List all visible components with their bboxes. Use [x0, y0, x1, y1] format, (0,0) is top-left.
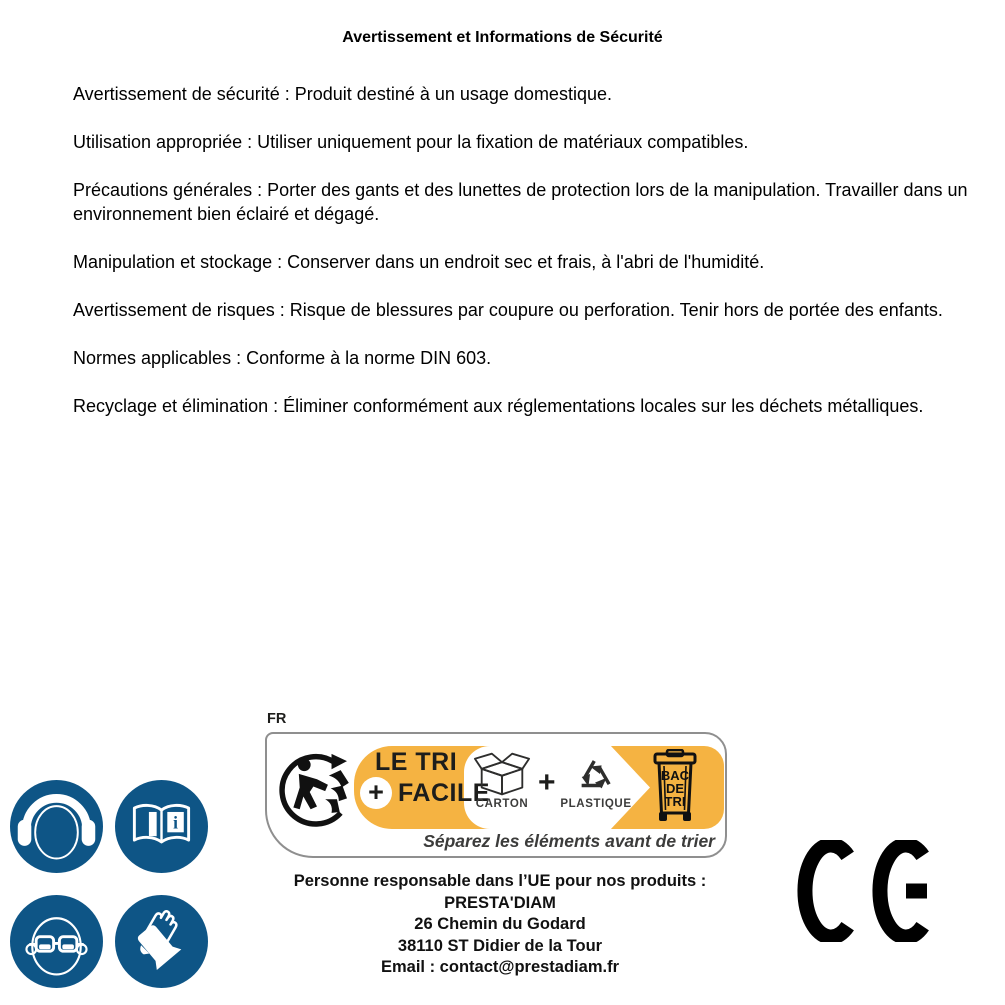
read-manual-icon — [115, 780, 208, 873]
tri-facile-headline-bottom: FACILE — [398, 779, 490, 807]
ce-marking — [796, 840, 946, 942]
materials-plus-sign: + — [538, 766, 556, 799]
address-city: 38110 ST Didier de la Tour — [397, 936, 603, 955]
paragraph-handling-storage: Manipulation et stockage : Conserver dans un endroit sec et frais, à l'abri de l'humidité. — [73, 252, 765, 272]
country-code-label: FR — [267, 711, 287, 727]
paragraph-recycling: Recyclage et élimination : Éliminer conformément aux réglementations locales sur les déchets métalliques. — [73, 396, 924, 416]
sorting-bin-icon — [652, 749, 698, 825]
protective-gloves-icon — [115, 895, 208, 988]
bin-label-line3: TRI — [664, 794, 686, 809]
responsible-person-block — [250, 871, 750, 979]
responsible-person-heading: Personne responsable dans l’UE pour nos produits : — [293, 872, 707, 890]
info-glyph: i — [173, 812, 178, 833]
eye-protection-icon — [10, 895, 103, 988]
safety-pictograms — [10, 780, 208, 988]
company-name: PRESTA'DIAM — [444, 893, 556, 912]
cardboard-box-icon — [471, 752, 533, 796]
safety-text — [73, 82, 970, 442]
paragraph-appropriate-use: Utilisation appropriée : Utiliser uniquement pour la fixation de matériaux compatibles. — [73, 132, 749, 152]
paragraph-risk-warning: Avertissement de risques : Risque de blessures par coupure ou perforation. Tenir hors de portée des enfants. — [73, 300, 943, 320]
info-tri-label — [265, 732, 727, 858]
paragraph-safety-warning: Avertissement de sécurité : Produit destiné à un usage domestique. — [73, 84, 612, 104]
page-title: Avertissement et Informations de Sécurité — [342, 29, 663, 46]
carton-label: CARTON — [475, 798, 529, 810]
paragraph-general-precautions: Précautions générales : Porter des gants et des lunettes de protection lors de la manipulation. Travailler dans un environnement bien éclairé et dégagé. — [73, 180, 968, 224]
ear-protection-icon — [10, 780, 103, 873]
plastique-label: PLASTIQUE — [560, 798, 632, 810]
address-street: 26 Chemin du Godard — [414, 915, 586, 933]
triman-icon — [277, 742, 357, 842]
plus-badge: + — [360, 777, 392, 809]
bin-label-line2: DE — [665, 781, 685, 796]
contact-email: Email : contact@prestadiam.fr — [381, 958, 619, 976]
paragraph-standards: Normes applicables : Conforme à la norme DIN 603. — [73, 348, 492, 368]
tri-facile-banner — [354, 746, 724, 829]
bin-label-line1: BAC — [660, 768, 690, 783]
recycling-symbol-icon — [572, 754, 618, 796]
sorting-instruction: Séparez les éléments avant de trier — [423, 831, 715, 851]
tri-facile-headline-top: LE TRI — [375, 748, 458, 776]
